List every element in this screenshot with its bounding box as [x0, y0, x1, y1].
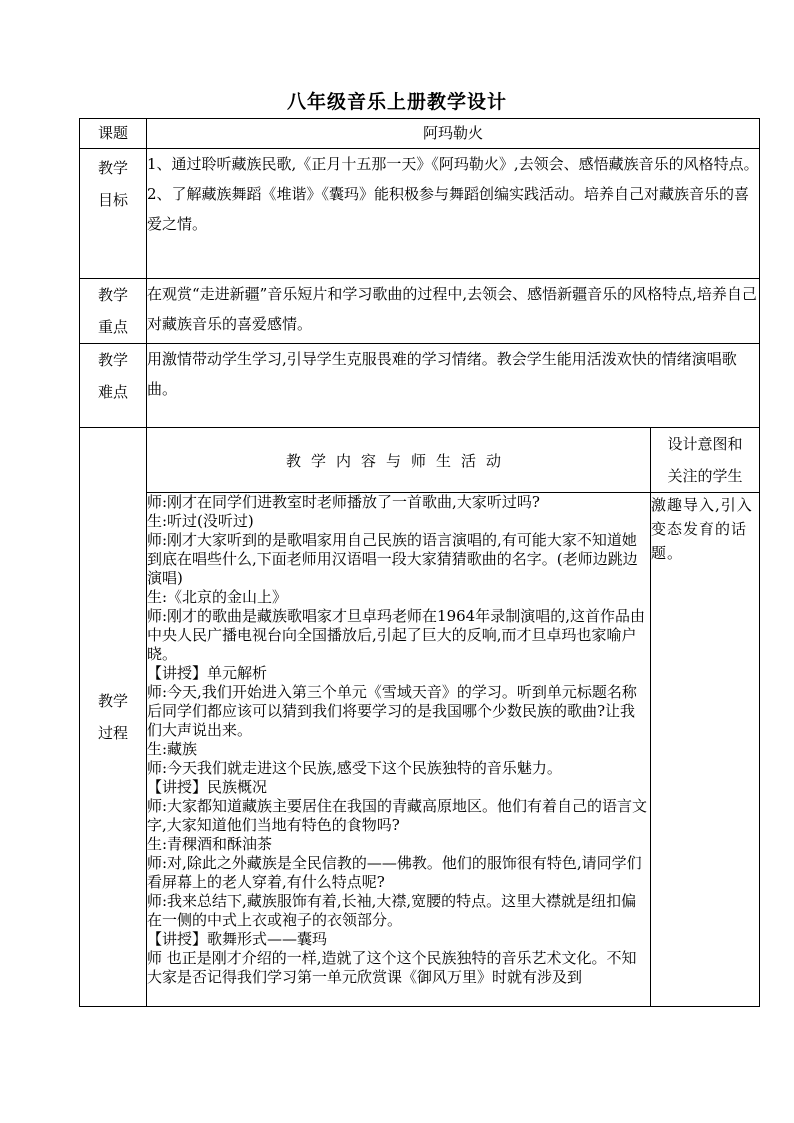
dialog-line: 生:青稞酒和酥油茶 [147, 835, 273, 853]
process-body-row [80, 493, 760, 1007]
dialog-line: 师:大家都知道藏族主要居住在我国的青藏高原地区。他们有着自己的语言文字,大家知道他们当地有特色的食物吗? [147, 797, 648, 834]
focus-label-line-1: 教学 [97, 286, 128, 304]
topic-label: 课题 [80, 119, 147, 149]
goals-label [80, 149, 147, 279]
process-label-line-2: 过程 [97, 724, 128, 742]
goals-label-line-1: 教学 [97, 159, 128, 177]
dialog-line: 师:刚才在同学们进教室时老师播放了一首歌曲,大家听过吗? [147, 493, 540, 511]
goal-item-2: 2、了解藏族舞蹈《堆谐》《囊玛》能积极参与舞蹈创编实践活动。培养自己对藏族音乐的喜爱之情。 [147, 185, 750, 233]
dialog-content [147, 493, 651, 1007]
topic-value: 阿玛勒火 [147, 119, 760, 149]
intent-column-header [651, 428, 760, 493]
dialog-line: 师:今天我们就走进这个民族,感受下这个民族独特的音乐魅力。 [147, 759, 562, 777]
focus-label-line-2: 重点 [97, 318, 128, 336]
dialog-line: 师:今天,我们开始进入第三个单元《雪域天音》的学习。听到单元标题名称后同学们都应该可以猜到我们将要学习的是我国哪个少数民族的歌曲?让我们大声说出来。 [147, 683, 637, 739]
dialog-line: 师:刚才大家听到的是歌唱家用自己民族的语言演唱的,有可能大家不知道她到底在唱些什么,下面老师用汉语唱一段大家猜猜歌曲的名字。(老师边跳边演唱) [147, 531, 638, 587]
dialog-line: 生:《北京的金山上》 [147, 588, 288, 606]
difficulty-label-line-1: 教学 [97, 351, 128, 369]
focus-text: 在观赏“走进新疆”音乐短片和学习歌曲的过程中,去领会、感悟新疆音乐的风格特点,培养自己对藏族音乐的喜爱感情。 [147, 285, 757, 333]
intent-header-line-2: 关注的学生 [667, 467, 743, 485]
section-heading: 【讲授】歌舞形式——囊玛 [147, 930, 328, 948]
dialog-line: 师:对,除此之外藏族是全民信教的——佛教。他们的服饰很有特色,请同学们看屏幕上的老人穿着,有什么特点呢? [147, 854, 642, 891]
focus-row [80, 279, 760, 344]
lesson-plan-table [79, 118, 760, 1007]
dialog-line: 生:听过(没听过) [147, 512, 254, 530]
process-header-row [80, 428, 760, 493]
goal-item-1: 1、通过聆听藏族民歌,《正月十五那一天》《阿玛勒火》,去领会、感悟藏族音乐的风格特点。 [147, 155, 759, 173]
process-label [80, 428, 147, 1007]
difficulty-content [147, 344, 760, 428]
process-label-line-1: 教学 [97, 692, 128, 710]
document-title: 八年级音乐上册教学设计 [286, 91, 507, 113]
dialog-line: 师:刚才的歌曲是藏族歌唱家才旦卓玛老师在1964年录制演唱的,这首作品由中央人民广播电视台向全国播放后,引起了巨大的反响,而才旦卓玛也家喻户晓。 [147, 607, 645, 663]
intent-header-line-1: 设计意图和 [667, 435, 743, 453]
goals-row [80, 149, 760, 279]
difficulty-label [80, 344, 147, 428]
section-heading: 【讲授】民族概况 [147, 778, 268, 796]
focus-content [147, 279, 760, 344]
dialog-line: 师 也正是刚才介绍的一样,造就了这个这个民族独特的音乐艺术文化。不知大家是否记得我们学习第一单元欣赏课《御风万里》时就有涉及到 [147, 949, 637, 986]
intent-content: 激趣导入,引入变态发育的话题。 [651, 493, 760, 1007]
content-column-header: 教学内容与师生活动 [147, 428, 651, 493]
goals-label-line-2: 目标 [97, 191, 128, 209]
dialog-line: 生:藏族 [147, 740, 198, 758]
goals-content [147, 149, 760, 279]
difficulty-label-line-2: 难点 [97, 383, 128, 401]
difficulty-text: 用激情带动学生学习,引导学生克服畏难的学习情绪。教会学生能用活泼欢快的情绪演唱歌曲。 [147, 350, 737, 398]
difficulty-row [80, 344, 760, 428]
focus-label [80, 279, 147, 344]
section-heading: 【讲授】单元解析 [147, 664, 268, 682]
topic-row [80, 119, 760, 149]
dialog-line: 师:我来总结下,藏族服饰有着,长袖,大襟,宽腰的特点。这里大襟就是纽扣偏在一侧的中式上衣或袍子的衣领部分。 [147, 892, 637, 929]
